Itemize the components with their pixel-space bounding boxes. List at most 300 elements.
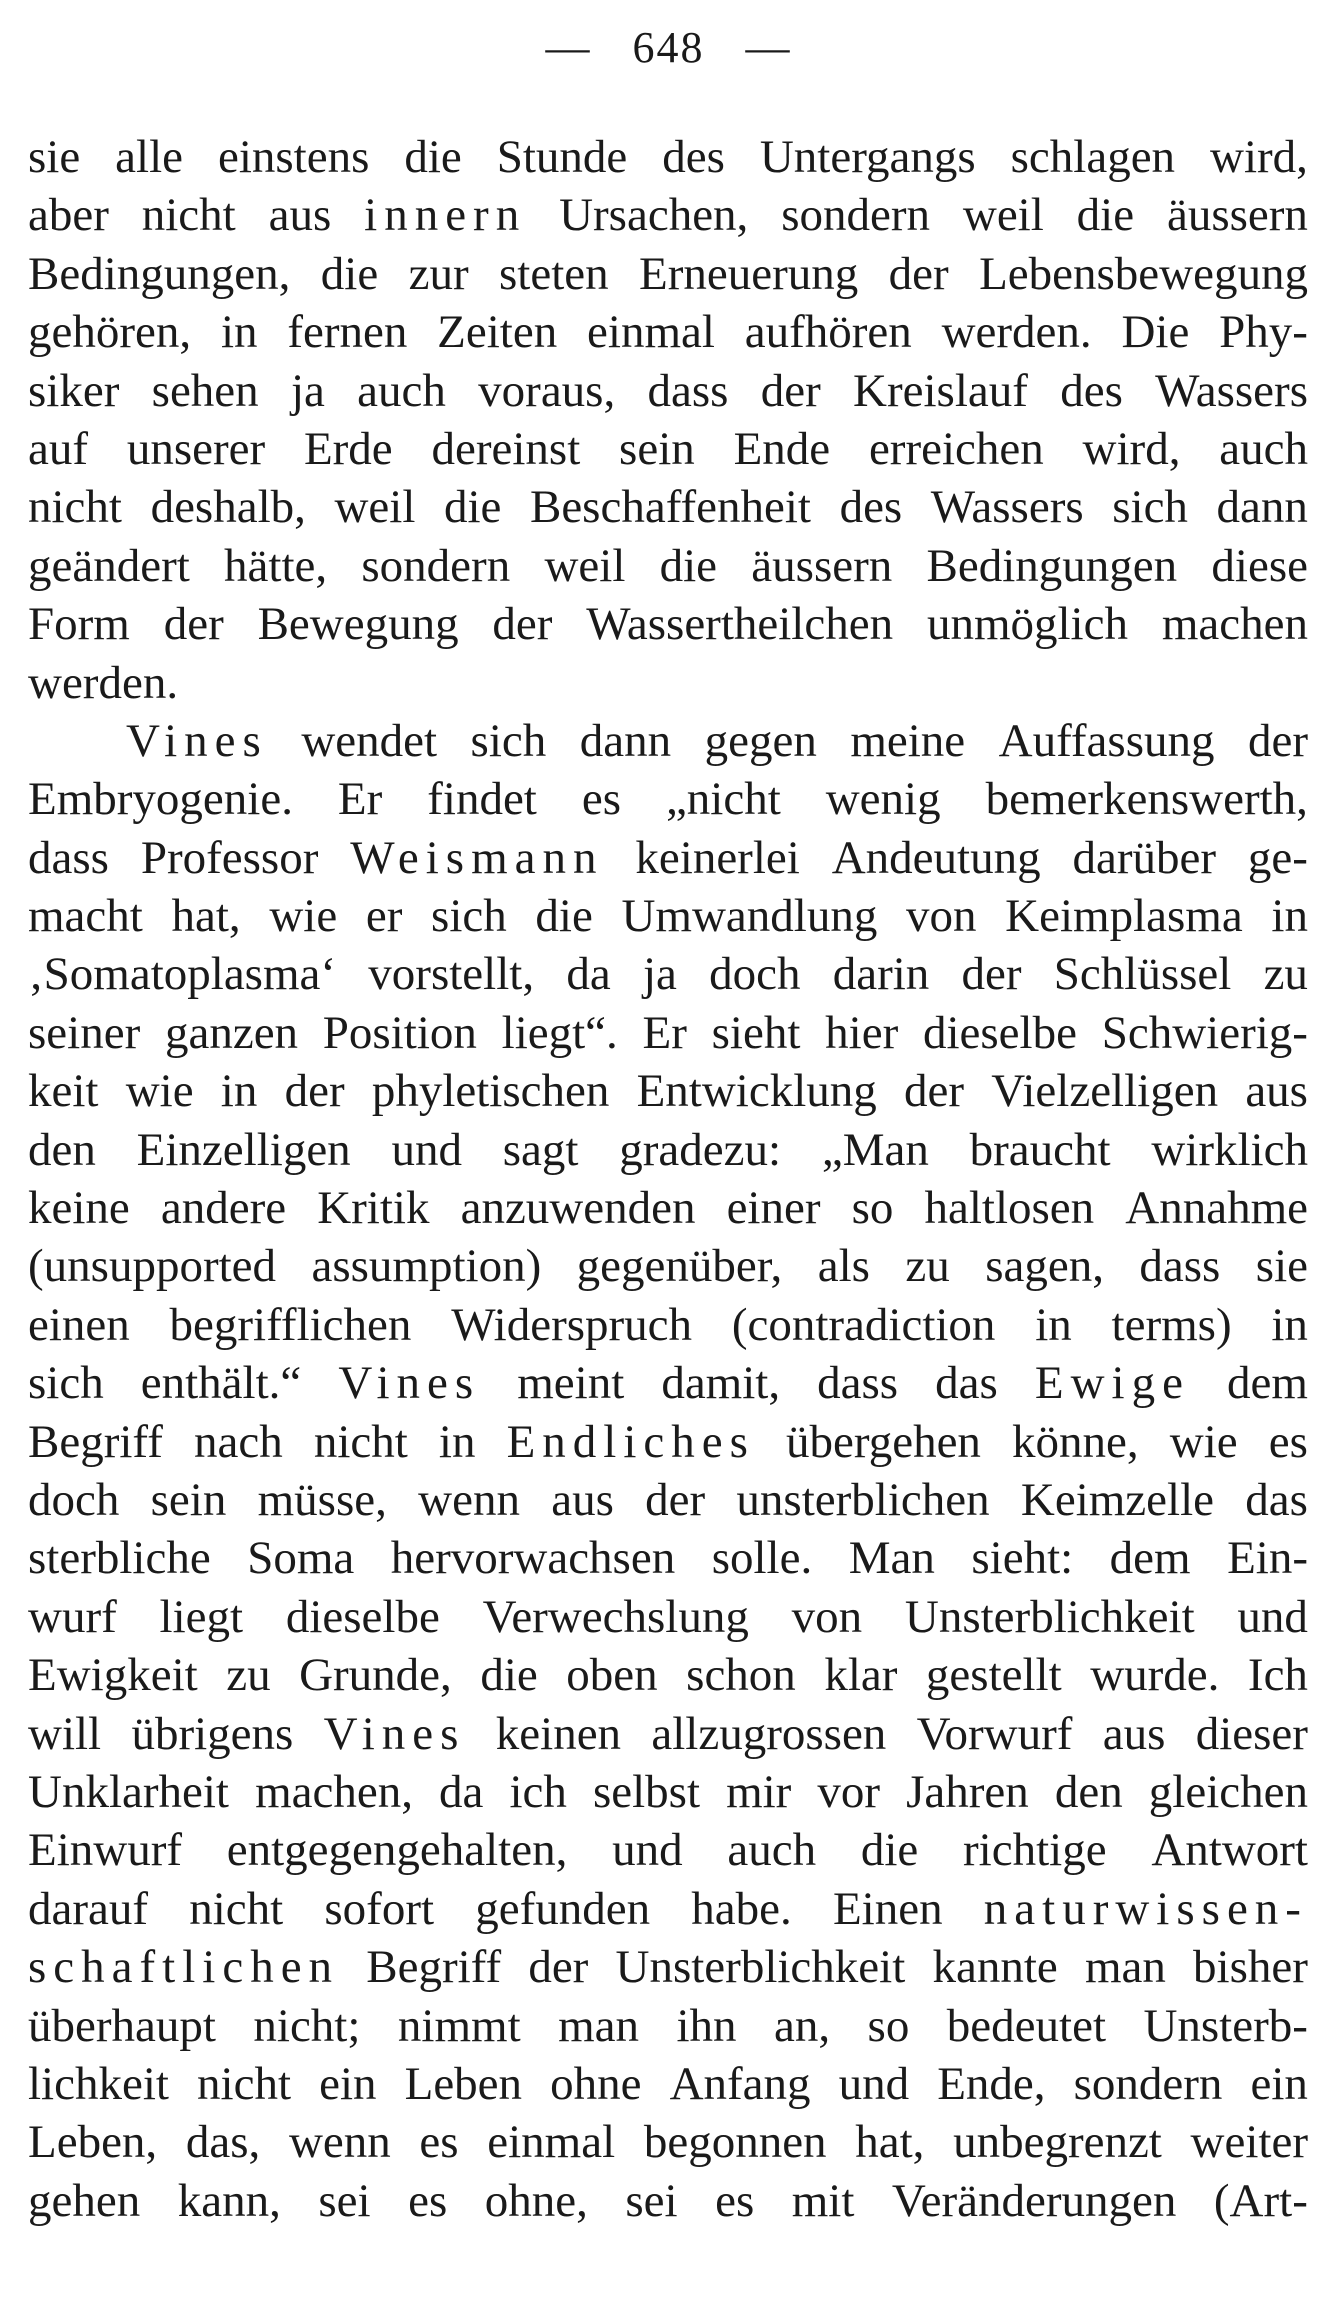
- word: solle.: [711, 1532, 813, 1585]
- text-line: [28, 654, 1308, 712]
- text-line: [28, 945, 1308, 1003]
- word: Zeiten: [437, 306, 558, 359]
- word: und: [612, 1824, 683, 1877]
- text-line: [28, 770, 1308, 828]
- text-line: [28, 712, 1308, 770]
- text-line: [28, 420, 1308, 478]
- word: unmöglich: [926, 598, 1128, 651]
- word: dass: [647, 364, 729, 417]
- word: einmal: [587, 306, 715, 359]
- word: sei: [625, 2174, 678, 2227]
- text-line: [28, 887, 1308, 945]
- word: klar: [824, 1649, 898, 1702]
- word: nicht: [313, 1415, 408, 1468]
- word: es: [715, 2174, 755, 2227]
- word: keine: [28, 1182, 130, 1235]
- word: kannte: [932, 1941, 1058, 1994]
- word: ja: [642, 948, 677, 1001]
- word: Einen: [832, 1882, 943, 1935]
- word: nicht: [28, 481, 122, 534]
- word: ‚Somatoplasma‘: [28, 948, 337, 1001]
- text-line: [28, 829, 1308, 887]
- word: meine: [850, 714, 966, 767]
- word: Vines: [338, 1357, 481, 1410]
- word: von: [791, 1590, 863, 1643]
- word: unserer: [126, 422, 266, 475]
- word: alle: [115, 131, 184, 183]
- word: die: [443, 481, 502, 534]
- word: ihn: [676, 1999, 737, 2052]
- word: ein: [1250, 2057, 1308, 2110]
- word: werden.: [28, 656, 179, 709]
- word: macht: [28, 890, 143, 943]
- word: ich: [509, 1765, 567, 1818]
- word: sich: [1112, 481, 1188, 534]
- word: ge-: [1247, 831, 1308, 884]
- word: Begriff: [28, 1415, 163, 1468]
- text-line: [28, 2055, 1308, 2113]
- word: gehen: [28, 2174, 141, 2227]
- word: es: [1268, 1415, 1308, 1468]
- word: wird,: [1210, 131, 1308, 183]
- word: auch: [727, 1824, 817, 1877]
- word: sagen,: [985, 1240, 1104, 1293]
- word: und: [1237, 1590, 1308, 1643]
- word: wird,: [1082, 422, 1181, 475]
- word: da: [439, 1765, 484, 1818]
- word: doch: [28, 1473, 120, 1526]
- word: könne,: [1012, 1415, 1139, 1468]
- word: Ende,: [937, 2057, 1046, 2110]
- text-line: [28, 1296, 1308, 1354]
- word: Unsterb-: [1143, 1999, 1308, 2052]
- word: einer: [726, 1182, 821, 1235]
- word: weil: [962, 189, 1044, 242]
- word: „nicht: [665, 773, 781, 826]
- word: Unsterblichkeit: [615, 1941, 906, 1994]
- word: liegt: [159, 1590, 244, 1643]
- header-dash-left: —: [545, 23, 592, 72]
- word: aus: [551, 1473, 614, 1526]
- text-line: [28, 1179, 1308, 1237]
- word: der: [888, 247, 949, 300]
- text-line: [28, 1880, 1308, 1938]
- word: wendet: [301, 714, 438, 767]
- word: in: [1271, 890, 1308, 943]
- word: Wassers: [930, 481, 1084, 534]
- word: und: [391, 1123, 462, 1176]
- word: und: [838, 2057, 910, 2110]
- word: Unklarheit: [28, 1765, 229, 1818]
- word: Er: [642, 1006, 687, 1059]
- text-line: [28, 1705, 1308, 1763]
- word: er: [365, 890, 403, 943]
- word: liegt“.: [501, 1006, 618, 1059]
- word: gehören,: [28, 306, 192, 359]
- word: meint: [517, 1357, 625, 1410]
- word: diese: [1211, 539, 1308, 592]
- text-line: [28, 1997, 1308, 2055]
- word: weiter: [1190, 2116, 1308, 2169]
- word: des: [839, 481, 903, 534]
- word: nicht: [189, 1882, 284, 1935]
- word: Grunde,: [299, 1649, 452, 1702]
- word: aus: [1102, 1707, 1166, 1760]
- word: dem: [1226, 1357, 1308, 1410]
- word: wirklich: [1151, 1123, 1308, 1176]
- word: der: [284, 1065, 345, 1118]
- word: Ein-: [1227, 1532, 1308, 1585]
- word: unbegrenzt: [953, 2116, 1162, 2169]
- word: hätte,: [224, 539, 328, 592]
- word: nicht: [197, 2057, 292, 2110]
- word: wie: [1169, 1415, 1238, 1468]
- word: der: [1247, 714, 1308, 767]
- word: damit,: [661, 1357, 781, 1410]
- word: sehen: [151, 364, 259, 417]
- word: keinen: [495, 1707, 622, 1760]
- word: Leben: [404, 2057, 523, 2110]
- text-line: [28, 1529, 1308, 1587]
- word: das,: [185, 2116, 261, 2169]
- word: so: [867, 1999, 910, 2052]
- word: übrigens: [131, 1707, 294, 1760]
- word: dereinst: [431, 422, 581, 475]
- word: des: [662, 131, 725, 183]
- word: schon: [686, 1649, 796, 1702]
- word: sie: [1255, 1240, 1308, 1293]
- word: andere: [160, 1182, 287, 1235]
- word: Leben,: [28, 2116, 158, 2169]
- text-line: [28, 362, 1308, 420]
- word: Vorwurf: [916, 1707, 1073, 1760]
- word: des: [1060, 364, 1123, 417]
- word: gleichen: [1148, 1765, 1308, 1818]
- word: Ewigkeit: [28, 1649, 198, 1702]
- text-line: [28, 1588, 1308, 1646]
- word: Beschaffenheit: [529, 481, 811, 534]
- header-dash-right: —: [745, 23, 792, 72]
- word: Einwurf: [28, 1824, 183, 1877]
- word: phyletischen: [371, 1065, 610, 1118]
- word: hier: [825, 1006, 899, 1059]
- word: dem: [1109, 1532, 1191, 1585]
- word: in: [438, 1415, 476, 1468]
- word: das: [1245, 1473, 1308, 1526]
- word: „Man: [821, 1123, 929, 1176]
- word: machen,: [255, 1765, 413, 1818]
- word: wie: [269, 890, 338, 943]
- word: oben: [566, 1649, 658, 1702]
- word: Wassers: [1155, 364, 1308, 417]
- text-line: [28, 1821, 1308, 1879]
- word: in: [220, 1065, 258, 1118]
- word: assumption): [311, 1240, 542, 1293]
- word: ja: [290, 364, 325, 417]
- word: der: [492, 598, 553, 651]
- word: will: [28, 1707, 102, 1760]
- word: dass: [28, 831, 109, 884]
- word: (Art-: [1213, 2174, 1308, 2227]
- word: Ich: [1247, 1649, 1308, 1702]
- word: sondern: [781, 189, 930, 242]
- word: die: [535, 890, 593, 943]
- word: wenn: [418, 1473, 520, 1526]
- word: sondern: [361, 539, 511, 592]
- word: sondern: [1073, 2057, 1223, 2110]
- word: begrifflichen: [169, 1298, 412, 1351]
- word: selbst: [592, 1765, 700, 1818]
- word: Schwierig-: [1101, 1006, 1308, 1059]
- text-line: [28, 186, 1308, 244]
- word: dann: [1216, 481, 1308, 534]
- word: darüber: [1072, 831, 1217, 884]
- word: bedeutet: [946, 1999, 1106, 2052]
- text-line: [28, 1471, 1308, 1529]
- word: gefunden: [475, 1882, 651, 1935]
- word: die: [1076, 189, 1135, 242]
- word: hat,: [171, 890, 241, 943]
- word: Bewegung: [257, 598, 459, 651]
- word: bemerkenswerth,: [985, 773, 1308, 826]
- word: gegenüber,: [576, 1240, 783, 1293]
- word: auch: [1219, 422, 1308, 475]
- word: erreichen: [868, 422, 1044, 475]
- word: keit: [28, 1065, 99, 1118]
- word: richtige: [963, 1824, 1107, 1877]
- word: darauf: [28, 1882, 149, 1935]
- word: aus: [268, 189, 332, 242]
- word: Ursachen,: [559, 189, 749, 242]
- word: sei: [318, 2174, 371, 2227]
- word: wurde.: [1090, 1649, 1220, 1702]
- word: voraus,: [478, 364, 616, 417]
- text-line: [28, 1646, 1308, 1704]
- word: dann: [579, 714, 672, 767]
- text-line: [28, 1237, 1308, 1295]
- word: es: [408, 2174, 448, 2227]
- word: anzuwenden: [460, 1182, 696, 1235]
- word: sie: [28, 131, 81, 183]
- word: die: [480, 1649, 538, 1702]
- page-number: 648: [632, 23, 705, 72]
- text-line: [28, 128, 1308, 186]
- word: Kreislauf: [853, 364, 1028, 417]
- word: Man: [848, 1532, 935, 1585]
- word: Annahme: [1125, 1182, 1308, 1235]
- word: weil: [544, 539, 626, 592]
- word: Umwandlung: [621, 890, 878, 943]
- word: sagt: [502, 1123, 579, 1176]
- word: allzugrossen: [651, 1707, 887, 1760]
- text-line: [28, 1354, 1308, 1412]
- word: die: [860, 1824, 919, 1877]
- text-line: [28, 1121, 1308, 1179]
- word: dass: [1139, 1240, 1221, 1293]
- word: die: [404, 131, 462, 183]
- word: das: [935, 1357, 998, 1410]
- word: Kritik: [317, 1182, 430, 1235]
- word: Schlüssel: [1053, 948, 1232, 1001]
- word: enthält.“: [140, 1357, 302, 1410]
- word: sterbliche: [28, 1532, 211, 1585]
- word: einen: [28, 1298, 130, 1351]
- word: der: [760, 364, 821, 417]
- word: entgegengehalten,: [226, 1824, 568, 1877]
- word: müsse,: [257, 1473, 387, 1526]
- word: findet: [427, 773, 537, 826]
- word: Antwort: [1151, 1824, 1308, 1877]
- word: Phy-: [1219, 306, 1308, 359]
- word: als: [817, 1240, 870, 1293]
- text-line: [28, 595, 1308, 653]
- word: steten: [499, 247, 609, 300]
- word: wenig: [825, 773, 941, 826]
- page-header: [0, 22, 1337, 73]
- word: Professor: [140, 831, 319, 884]
- word: wie: [125, 1065, 194, 1118]
- word: der: [528, 1941, 589, 1994]
- text-line: [28, 245, 1308, 303]
- word: der: [645, 1473, 706, 1526]
- word: Entwicklung: [636, 1065, 877, 1118]
- word: Jahren: [906, 1765, 1029, 1818]
- word: Einzelligen: [136, 1123, 351, 1176]
- word: Unsterblichkeit: [904, 1590, 1195, 1643]
- word: nimmt: [397, 1999, 521, 2052]
- word: machen: [1161, 598, 1308, 651]
- word: Vines: [323, 1707, 466, 1760]
- word: der: [904, 1065, 965, 1118]
- word: nach: [193, 1415, 283, 1468]
- word: deshalb,: [150, 481, 306, 534]
- word: seiner: [28, 1006, 141, 1059]
- word: bisher: [1193, 1941, 1308, 1994]
- word: schlagen: [1010, 131, 1176, 183]
- word: Veränderungen: [891, 2174, 1177, 2227]
- text-line: [28, 1413, 1308, 1471]
- word: Erneuerung: [639, 247, 859, 300]
- word: in: [1035, 1298, 1072, 1351]
- word: sein: [150, 1473, 227, 1526]
- word: werden.: [941, 306, 1092, 359]
- word: Soma: [247, 1532, 355, 1585]
- word: auf: [28, 422, 89, 475]
- word: (unsupported: [28, 1240, 277, 1293]
- word: darin: [832, 948, 930, 1001]
- word: begonnen: [643, 2116, 827, 2169]
- word: aus: [1245, 1065, 1308, 1118]
- word: Erde: [303, 422, 393, 475]
- word: Wassertheilchen: [586, 598, 894, 651]
- word: aber: [28, 189, 109, 242]
- word: äussern: [751, 539, 893, 592]
- word: den: [1054, 1765, 1123, 1818]
- word: Weismann: [350, 831, 604, 884]
- word: einstens: [217, 131, 370, 183]
- word: an,: [773, 1999, 831, 2052]
- word: fernen: [287, 306, 408, 359]
- word: terms): [1111, 1298, 1232, 1351]
- word: mir: [726, 1765, 792, 1818]
- word: nicht: [141, 189, 236, 242]
- word: doch: [709, 948, 801, 1001]
- word: vor: [817, 1765, 881, 1818]
- word: zu: [905, 1240, 950, 1293]
- word: Er: [337, 773, 383, 826]
- word: in: [1271, 1298, 1308, 1351]
- word: dieser: [1195, 1707, 1308, 1760]
- word: sieht: [711, 1006, 801, 1059]
- word: Bedingungen,: [28, 247, 291, 300]
- word: übergehen: [786, 1415, 981, 1468]
- word: habe.: [691, 1882, 792, 1935]
- word: ganzen: [164, 1006, 299, 1059]
- word: sofort: [324, 1882, 435, 1935]
- text-line: [28, 1062, 1308, 1120]
- text-line: [28, 537, 1308, 595]
- word: so: [851, 1182, 894, 1235]
- word: sich: [470, 714, 547, 767]
- word: wenn: [288, 2116, 391, 2169]
- word: den: [28, 1123, 96, 1176]
- word: sich: [431, 890, 507, 943]
- word: lichkeit: [28, 2057, 169, 2110]
- word: aufhören: [744, 306, 912, 359]
- word: Anfang: [669, 2057, 811, 2110]
- word: keinerlei: [635, 831, 800, 884]
- text-line: [28, 1763, 1308, 1821]
- word: dieselbe: [922, 1006, 1077, 1059]
- word: Embryogenie.: [28, 773, 293, 826]
- word: kann,: [177, 2174, 281, 2227]
- text-line: [28, 2113, 1308, 2171]
- text-line: [28, 2172, 1308, 2230]
- word: Die: [1121, 306, 1190, 359]
- word: sich: [28, 1357, 104, 1410]
- word: Untergangs: [759, 131, 976, 183]
- word: einmal: [487, 2116, 616, 2169]
- word: Andeutung: [831, 831, 1041, 884]
- word: dieselbe: [285, 1590, 440, 1643]
- word: (contradiction: [731, 1298, 996, 1351]
- word: geändert: [28, 539, 190, 592]
- word: mit: [791, 2174, 855, 2227]
- word: Keimzelle: [1020, 1473, 1215, 1526]
- word: die: [659, 539, 718, 592]
- text-line: [28, 303, 1308, 361]
- word: es: [419, 2116, 459, 2169]
- word: von: [906, 890, 977, 943]
- word: braucht: [969, 1123, 1111, 1176]
- word: weil: [334, 481, 416, 534]
- word: der: [163, 598, 224, 651]
- word: gradezu:: [619, 1123, 782, 1176]
- body-text: [28, 128, 1308, 2230]
- word: zu: [226, 1649, 271, 1702]
- word: Bedingungen: [926, 539, 1178, 592]
- text-line: [28, 478, 1308, 536]
- word: Vielzelligen: [991, 1065, 1219, 1118]
- word: naturwissen-: [983, 1882, 1308, 1935]
- word: der: [961, 948, 1022, 1001]
- word: Position: [322, 1006, 477, 1059]
- word: es: [581, 773, 621, 826]
- word: gestellt: [925, 1649, 1062, 1702]
- word: haltlosen: [924, 1182, 1095, 1235]
- word: Stunde: [496, 131, 628, 183]
- word: man: [1084, 1941, 1166, 1994]
